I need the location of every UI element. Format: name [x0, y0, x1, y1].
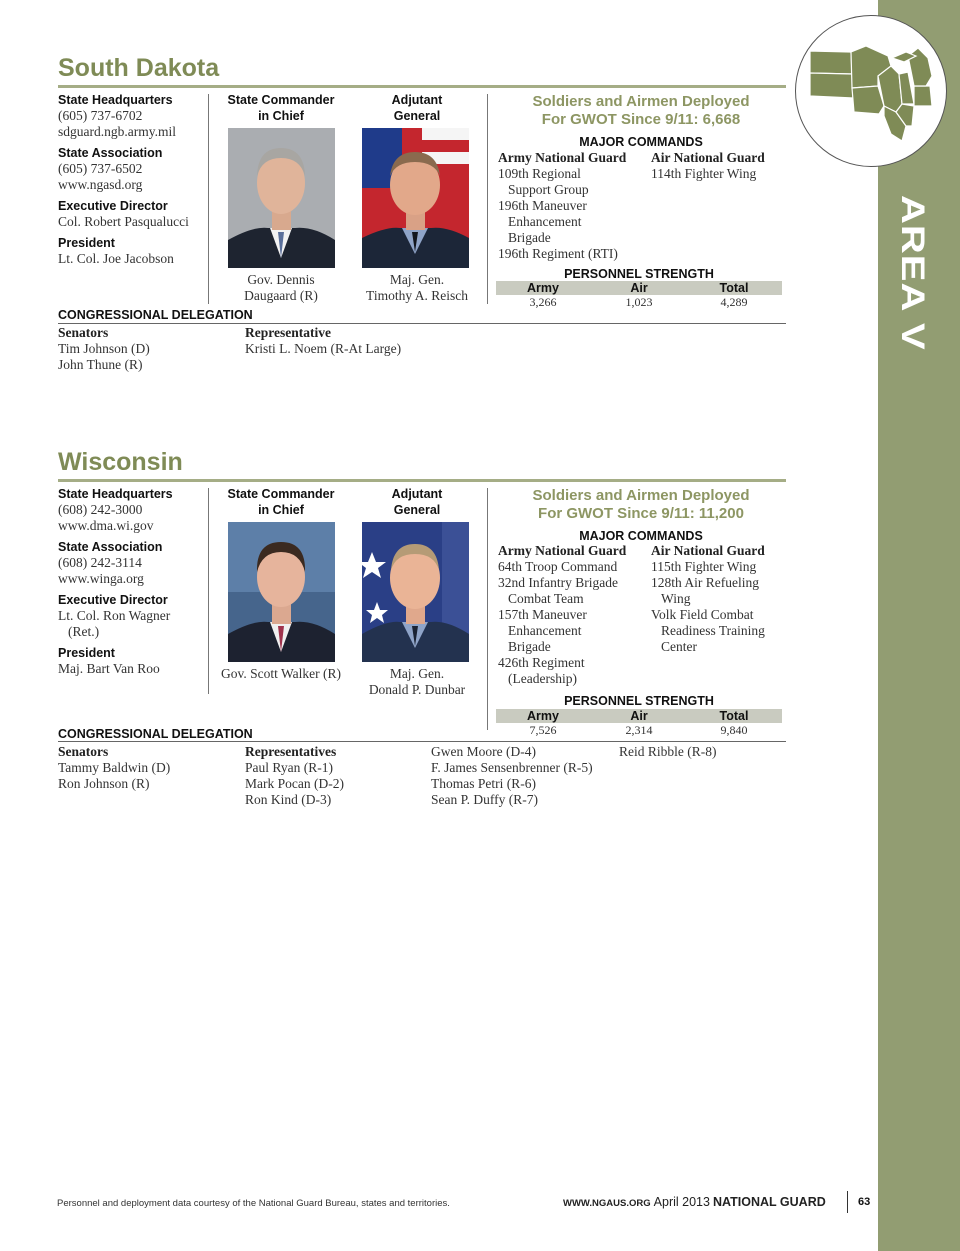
- army-unit-item: Support Group: [508, 182, 589, 197]
- air-unit-item: 115th Fighter Wing: [651, 559, 757, 574]
- army-unit-item: 426th Regiment: [498, 655, 585, 670]
- senator-item: Tammy Baldwin (D): [58, 760, 171, 775]
- sd-commander-label: [222, 92, 340, 124]
- footer-divider: [847, 1191, 848, 1213]
- representative-item: Paul Ryan (R-1): [245, 760, 333, 775]
- personnel-strength-label: PERSONNEL STRENGTH: [564, 694, 714, 708]
- senators-label: Senators: [58, 744, 109, 759]
- commander-photo: [228, 522, 335, 662]
- area-label: AREA V: [895, 195, 931, 351]
- sidebar-band: [878, 0, 960, 1251]
- army-unit-item: Brigade: [508, 230, 551, 245]
- army-unit-item: 196th Maneuver: [498, 198, 587, 213]
- wi-deployed-heading: [496, 487, 786, 523]
- sd-representatives: [245, 325, 485, 357]
- delegation-label: CONGRESSIONAL DELEGATION: [58, 308, 253, 322]
- representative-item: Kristi L. Noem (R-At Large): [245, 341, 402, 356]
- ps-army-label: Army: [527, 709, 559, 723]
- wi-commander-caption: [210, 666, 352, 682]
- senators-label: Senators: [58, 325, 109, 340]
- deployed-line-2: For GWOT Since 9/11: 6,668: [541, 111, 741, 128]
- footer-magazine-name: NATIONAL GUARD: [713, 1195, 826, 1209]
- sd-contact-block: [58, 92, 208, 267]
- president-name: Maj. Bart Van Roo: [58, 661, 160, 676]
- representative-item: Reid Ribble (R-8): [619, 744, 717, 759]
- president-label: President: [58, 646, 115, 660]
- commander-label-2: in Chief: [258, 503, 304, 517]
- adjutant-name-2: Donald P. Dunbar: [368, 682, 466, 697]
- representatives-label: Representatives: [245, 744, 337, 759]
- exec-name-suffix: (Ret.): [68, 624, 100, 639]
- sd-army-units: [498, 150, 648, 262]
- wi-adjutant-caption: [350, 666, 484, 698]
- army-unit-item: 196th Regiment (RTI): [498, 246, 618, 261]
- ps-air-label: Air: [630, 709, 648, 723]
- exec-name: Col. Robert Pasqualucci: [58, 214, 189, 229]
- hq-phone: (605) 737-6702: [58, 108, 143, 123]
- exec-label: Executive Director: [58, 199, 168, 213]
- adjutant-label: Adjutant: [391, 487, 443, 501]
- adjutant-label-2: General: [393, 109, 441, 123]
- commander-name: Gov. Dennis: [247, 272, 315, 287]
- adjutant-label: Adjutant: [391, 93, 443, 107]
- army-unit-item: 64th Troop Command: [498, 559, 618, 574]
- wi-air-units: [651, 543, 781, 655]
- representative-item: Ron Kind (D-3): [245, 792, 332, 807]
- footer-site[interactable]: WWW.NGAUS.ORG: [563, 1198, 651, 1209]
- army-heading: Army National Guard: [498, 150, 627, 165]
- delegation-label: CONGRESSIONAL DELEGATION: [58, 727, 253, 741]
- title-rule: [58, 85, 786, 88]
- senator-item: Ron Johnson (R): [58, 776, 150, 791]
- hq-phone: (608) 242-3000: [58, 502, 143, 517]
- hq-website[interactable]: www.dma.wi.gov: [58, 518, 154, 533]
- footer-issue: April 2013: [653, 1195, 710, 1209]
- army-heading: Army National Guard: [498, 543, 627, 558]
- major-commands-label: MAJOR COMMANDS: [579, 529, 703, 543]
- sd-senators: [58, 325, 238, 373]
- adjutant-photo: [362, 522, 469, 662]
- ps-total-label: Total: [719, 709, 749, 723]
- representatives-label: Representative: [245, 325, 331, 340]
- deployed-line-1: Soldiers and Airmen Deployed: [532, 93, 750, 110]
- deployed-line-2: For GWOT Since 9/11: 11,200: [538, 505, 744, 522]
- adjutant-label-2: General: [393, 503, 441, 517]
- senator-item: Tim Johnson (D): [58, 341, 150, 356]
- air-unit-item: Readiness Training: [661, 623, 765, 638]
- adjutant-name: Maj. Gen.: [389, 272, 445, 287]
- adjutant-photo: [362, 128, 469, 268]
- page-number: 63: [858, 1196, 871, 1208]
- army-unit-item: Brigade: [508, 639, 551, 654]
- sd-adjutant-label: [358, 92, 476, 124]
- adjutant-name: Maj. Gen.: [389, 666, 445, 681]
- column-divider: [487, 488, 488, 730]
- assoc-website[interactable]: www.winga.org: [58, 571, 144, 586]
- commander-name-2: Daugaard (R): [244, 288, 318, 303]
- adjutant-name-2: Timothy A. Reisch: [366, 288, 468, 303]
- exec-label: Executive Director: [58, 593, 168, 607]
- representative-item: F. James Sensenbrenner (R-5): [431, 760, 593, 775]
- ps-army-label: Army: [527, 281, 559, 295]
- wi-representatives-2: [431, 744, 616, 808]
- commander-label: State Commander: [227, 93, 335, 107]
- assoc-label: State Association: [58, 540, 163, 554]
- wi-senators: [58, 744, 238, 792]
- state-title-wisconsin: Wisconsin: [58, 448, 183, 476]
- army-unit-item: 32nd Infantry Brigade: [498, 575, 618, 590]
- column-divider: [208, 488, 209, 694]
- air-heading: Air National Guard: [651, 150, 765, 165]
- army-unit-item: (Leadership): [508, 671, 577, 686]
- army-unit-item: 157th Maneuver: [498, 607, 587, 622]
- sd-deployed-heading: [496, 93, 786, 129]
- title-rule: [58, 479, 786, 482]
- wi-adjutant-label: [358, 486, 476, 518]
- wi-contact-block: [58, 486, 208, 677]
- president-name: Lt. Col. Joe Jacobson: [58, 251, 174, 266]
- wi-representatives-3: [619, 744, 784, 760]
- president-label: President: [58, 236, 115, 250]
- army-unit-item: Enhancement: [508, 623, 582, 638]
- hq-label: State Headquarters: [58, 93, 173, 107]
- air-unit-item: Center: [661, 639, 697, 654]
- deployed-line-1: Soldiers and Airmen Deployed: [532, 487, 750, 504]
- ps-army-value: 7,526: [529, 723, 557, 737]
- air-unit-item: Volk Field Combat: [651, 607, 754, 622]
- air-heading: Air National Guard: [651, 543, 765, 558]
- sd-adjutant-caption: [350, 272, 484, 304]
- column-divider: [487, 94, 488, 304]
- ps-army-value: 3,266: [529, 295, 557, 309]
- commander-label: State Commander: [227, 487, 335, 501]
- representative-item: Mark Pocan (D-2): [245, 776, 344, 791]
- midwest-map-icon: [796, 16, 946, 166]
- air-unit-item: 128th Air Refueling: [651, 575, 759, 590]
- senator-item: John Thune (R): [58, 357, 143, 372]
- footer-credit: Personnel and deployment data courtesy of the National Guard Bureau, states and territories.: [57, 1198, 450, 1209]
- representative-item: Sean P. Duffy (R-7): [431, 792, 538, 807]
- wi-army-units: [498, 543, 648, 687]
- army-unit-item: Combat Team: [508, 591, 584, 606]
- commander-label-2: in Chief: [258, 109, 304, 123]
- delegation-rule: [58, 323, 786, 324]
- region-map: [795, 15, 947, 167]
- representative-item: Gwen Moore (D-4): [431, 744, 536, 759]
- army-unit-item: 109th Regional: [498, 166, 581, 181]
- ps-total-label: Total: [719, 281, 749, 295]
- ps-total-value: 9,840: [720, 723, 748, 737]
- ps-air-value: 1,023: [625, 295, 653, 309]
- ps-air-value: 2,314: [625, 723, 653, 737]
- air-unit-item: Wing: [661, 591, 691, 606]
- assoc-website[interactable]: www.ngasd.org: [58, 177, 143, 192]
- assoc-phone: (608) 242-3114: [58, 555, 142, 570]
- commander-name: Gov. Scott Walker (R): [220, 666, 342, 681]
- assoc-phone: (605) 737-6502: [58, 161, 143, 176]
- hq-label: State Headquarters: [58, 487, 173, 501]
- ps-total-value: 4,289: [720, 295, 748, 309]
- hq-website[interactable]: sdguard.ngb.army.mil: [58, 124, 176, 139]
- footer-magazine: [563, 1195, 826, 1209]
- column-divider: [208, 94, 209, 304]
- army-unit-item: Enhancement: [508, 214, 582, 229]
- air-unit-item: 114th Fighter Wing: [651, 166, 757, 181]
- delegation-rule: [58, 741, 786, 742]
- major-commands-label: MAJOR COMMANDS: [579, 135, 703, 149]
- state-title-south-dakota: South Dakota: [58, 54, 220, 82]
- wi-representatives: [245, 744, 425, 808]
- commander-photo: [228, 128, 335, 268]
- sd-air-units: [651, 150, 781, 182]
- exec-name: Lt. Col. Ron Wagner: [58, 608, 171, 623]
- sd-commander-caption: [218, 272, 344, 304]
- wi-commander-label: [222, 486, 340, 518]
- ps-air-label: Air: [630, 281, 648, 295]
- representative-item: Thomas Petri (R-6): [431, 776, 536, 791]
- assoc-label: State Association: [58, 146, 163, 160]
- personnel-strength-label: PERSONNEL STRENGTH: [564, 267, 714, 281]
